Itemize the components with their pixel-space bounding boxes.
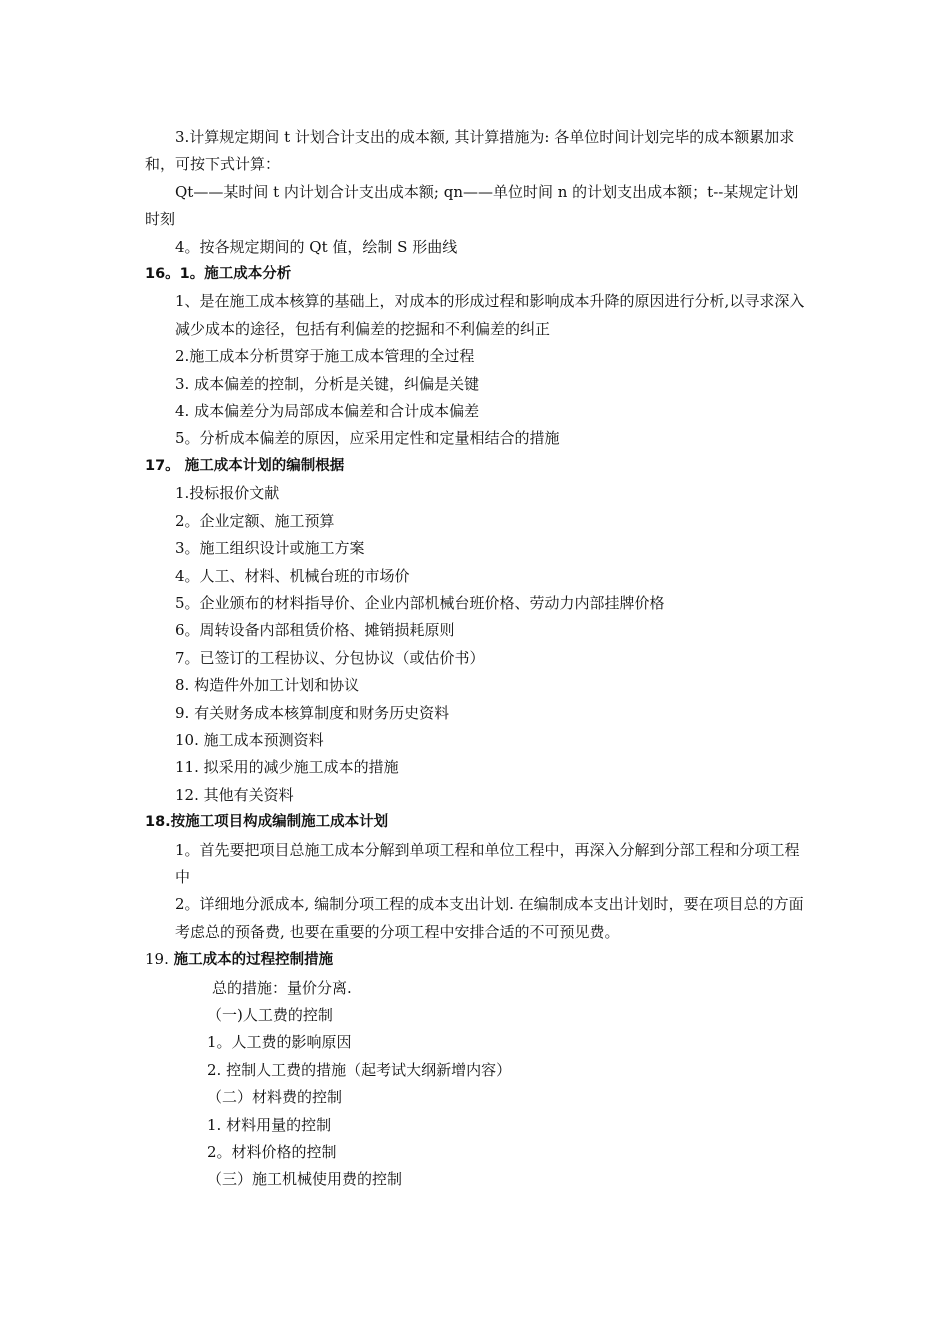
- section-16-heading: 16。1。施工成本分析: [145, 266, 292, 283]
- section-16-item-3: 3. 成本偏差的控制，分析是关键，纠偏是关键: [175, 374, 480, 393]
- section-19-line-6: 1. 材料用量的控制: [207, 1115, 332, 1134]
- section-19-line-7: 2。材料价格的控制: [207, 1143, 337, 1162]
- section-16-item-5: 5。分析成本偏差的原因，应采用定性和定量相结合的措施: [175, 429, 560, 448]
- intro-paragraph-2: Qt——某时间 t 内计划合计支出成本额; qn——单位时间 n 的计划支出成本额；t--某规定计划时刻: [145, 182, 799, 229]
- section-17-item-11: 11. 拟采用的减少施工成本的措施: [175, 758, 399, 777]
- section-17-heading: 17。 施工成本计划的编制根据: [145, 457, 345, 474]
- section-17-item-8: 8. 构造件外加工计划和协议: [175, 676, 360, 695]
- section-19-title: 施工成本的过程控制措施: [173, 952, 334, 969]
- section-19-heading: [145, 946, 810, 974]
- document-page: [145, 124, 810, 1194]
- section-17-item-5: 5。企业颁布的材料指导价、企业内部机械台班价格、劳动力内部挂牌价格: [175, 593, 665, 612]
- section-18-item-1: 1。首先要把项目总施工成本分解到单项工程和单位工程中，再深入分解到分部工程和分项工程中: [175, 840, 800, 886]
- section-17-item-4: 4。人工、材料、机械台班的市场价: [175, 566, 410, 585]
- intro-paragraph-1: 3.计算规定期间 t 计划合计支出的成本额, 其计算措施为: 各单位时间计划完毕的成本额累加求和，可按下式计算：: [145, 128, 795, 174]
- section-19-line-3: 1。人工费的影响原因: [207, 1033, 352, 1052]
- section-19-line-1: 总的措施：量价分离.: [212, 978, 352, 997]
- section-17-item-1: 1.投标报价文献: [175, 484, 280, 503]
- section-18-heading: 18.按施工项目构成编制施工成本计划: [145, 814, 389, 831]
- section-17-item-9: 9. 有关财务成本核算制度和财务历史资料: [175, 703, 450, 722]
- section-18-item-2: 2。详细地分派成本, 编制分项工程的成本支出计划. 在编制成本支出计划时，要在项目总的方面考虑总的预备费, 也要在重要的分项工程中安排合适的不可预见费。: [175, 895, 804, 941]
- intro-paragraph-3: 4。按各规定期间的 Qt 值，绘制 S 形曲线: [175, 237, 458, 256]
- section-17-item-10: 10. 施工成本预测资料: [175, 730, 324, 749]
- section-17-item-2: 2。企业定额、施工预算: [175, 511, 335, 530]
- section-17-item-6: 6。周转设备内部租赁价格、摊销损耗原则: [175, 621, 455, 640]
- section-19-line-8: （三）施工机械使用费的控制: [207, 1170, 403, 1189]
- section-17-item-7: 7。已签订的工程协议、分包协议（或估价书）: [175, 648, 485, 667]
- section-19-line-2: （一)人工费的控制: [207, 1006, 333, 1024]
- section-19-line-4: 2. 控制人工费的措施（起考试大纲新增内容）: [207, 1060, 512, 1079]
- section-17-item-12: 12. 其他有关资料: [175, 785, 294, 804]
- section-17-item-3: 3。施工组织设计或施工方案: [175, 539, 365, 558]
- section-19-line-5: （二）材料费的控制: [207, 1088, 343, 1107]
- section-16-item-2: 2.施工成本分析贯穿于施工成本管理的全过程: [175, 347, 475, 366]
- section-16-item-4: 4. 成本偏差分为局部成本偏差和合计成本偏差: [175, 402, 480, 421]
- section-19-number: 19.: [145, 950, 174, 969]
- section-16-item-1: 1、是在施工成本核算的基础上，对成本的形成过程和影响成本升降的原因进行分析,以寻求深入减少成本的途径，包括有利偏差的挖掘和不利偏差的纠正: [175, 292, 805, 338]
